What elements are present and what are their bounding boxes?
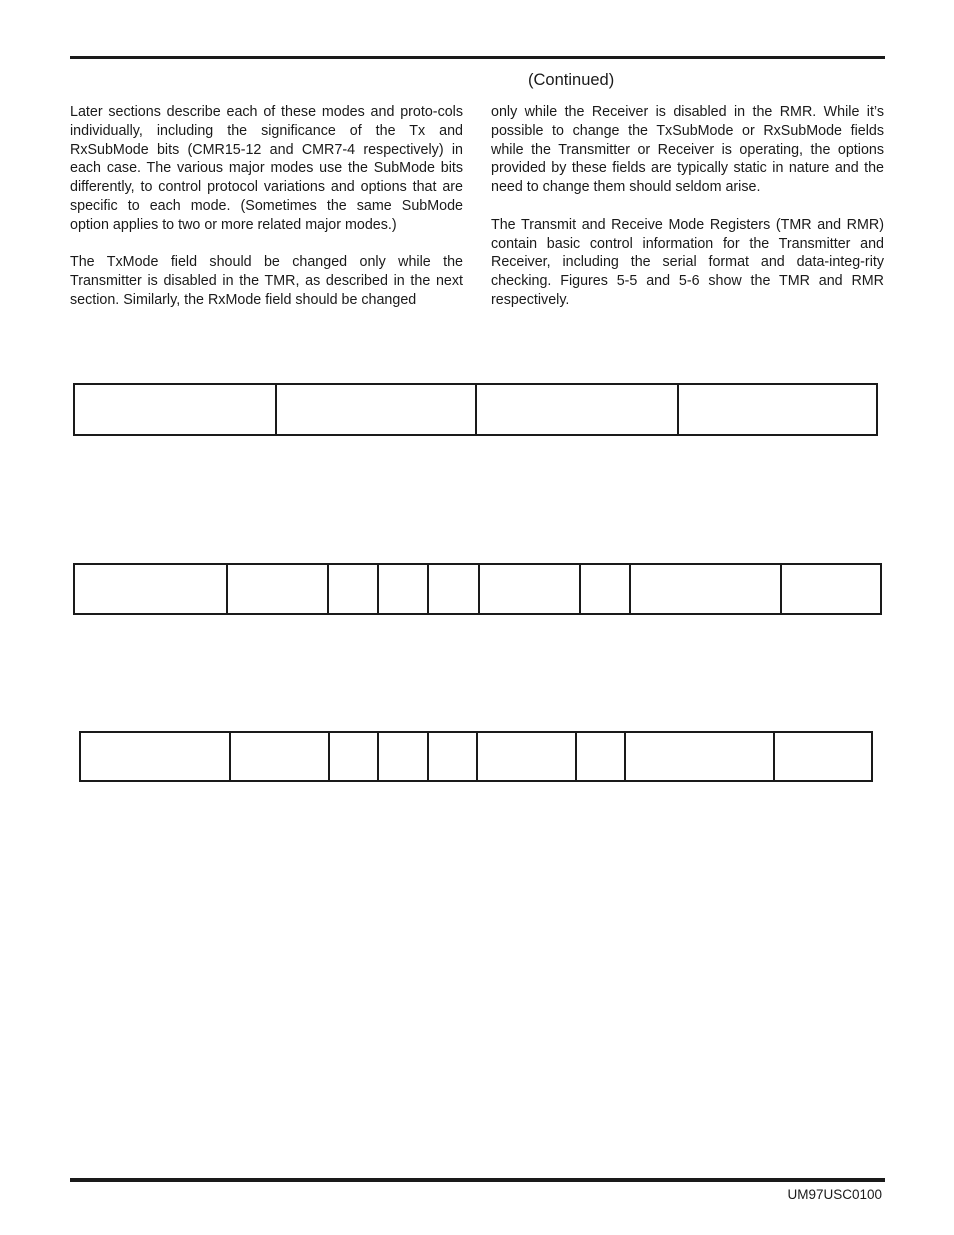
register-field [330, 733, 379, 780]
register-field [626, 733, 775, 780]
register-field [429, 565, 480, 613]
register-field [480, 565, 581, 613]
register-field [782, 565, 880, 613]
register-field [75, 385, 277, 434]
register-field [679, 385, 876, 434]
continued-label: (Continued) [528, 71, 615, 89]
register-field [228, 565, 329, 613]
rmr-register-diagram [79, 731, 873, 782]
footer-rule [70, 1178, 885, 1182]
tmr-register-diagram [73, 563, 882, 615]
register-field [775, 733, 871, 780]
register-field [379, 565, 429, 613]
register-field [379, 733, 429, 780]
register-field [81, 733, 231, 780]
register-field [631, 565, 782, 613]
register-field [477, 385, 679, 434]
register-field [478, 733, 577, 780]
left-text-column [70, 103, 463, 329]
register-field [329, 565, 379, 613]
document-code: UM97USC0100 [787, 1187, 882, 1202]
register-field [277, 385, 477, 434]
register-field [577, 733, 626, 780]
register-field [231, 733, 330, 780]
paragraph: only while the Receiver is disabled in the RMR. While it’s possible to change the TxSubMode or RxSubMode fields while the Transmitter or Receiver is operating, the options provided by these fields are typically static in nature and the need to change them should seldom arise. [491, 104, 884, 196]
right-text-column [491, 103, 884, 329]
paragraph: Later sections describe each of these modes and proto-cols individually, including the significance of the Tx and RxSubMode bits (CMR15-12 and CMR7-4 respectively) in each case. The various major modes use the SubMode bits differently, to control protocol variations and options that are specific to each mode. (Sometimes the same SubMode option applies to two or more related major modes.) [70, 104, 463, 233]
cmr-register-diagram [73, 383, 878, 436]
paragraph: The TxMode field should be changed only while the Transmitter is disabled in the TMR, as described in the next section. Similarly, the RxMode field should be changed [70, 254, 463, 308]
register-field [75, 565, 228, 613]
header-rule [70, 56, 885, 59]
register-field [429, 733, 478, 780]
paragraph: The Transmit and Receive Mode Registers (TMR and RMR) contain basic control information for the Transmitter and Receiver, including the serial format and data-integ-rity checking. Figures 5-5 and 5-6 show the TMR and RMR respectively. [491, 216, 884, 308]
register-field [581, 565, 631, 613]
